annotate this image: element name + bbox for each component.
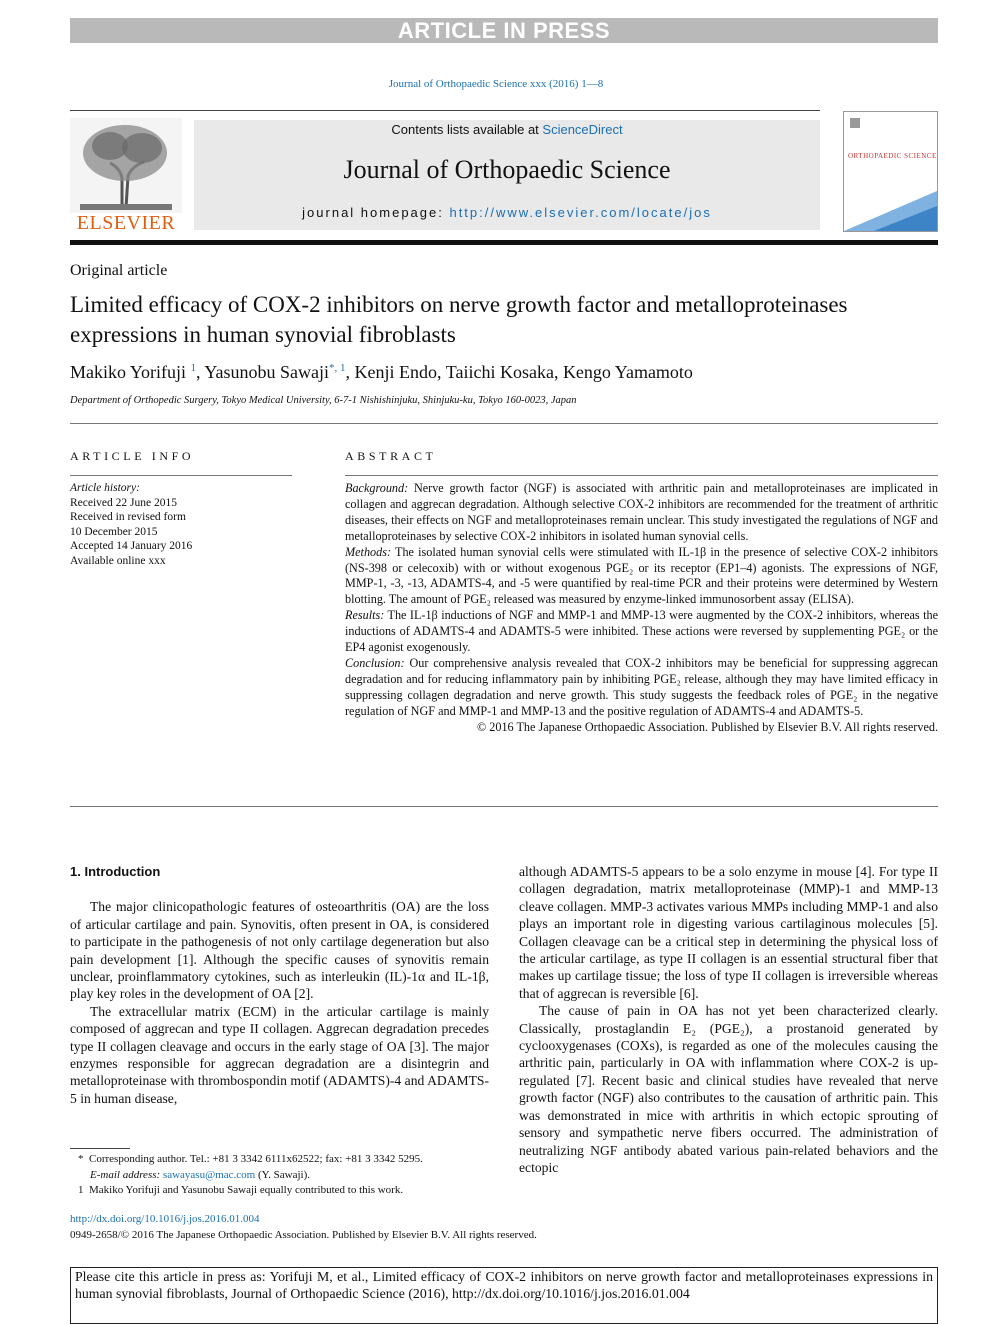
paragraph: The extracellular matrix (ECM) in the articular cartilage is mainly composed of aggrecan and type II collagen. Aggrecan degradation precedes type II collagen cleavage and occurs in the early stage of OA [3]. The major enzymes responsible for aggrecan degradation are a disintegrin and metalloproteinase with thrombospondin motif (ADAMTS)-4 and ADAMTS-5 in human disease, — [70, 1003, 489, 1106]
author-list: Makiko Yorifuji $^1$, Yasunobu Sawaji$^{*, 1}$, Kenji Endo, Taiichi Kosaka, Kengo Yamamoto — [70, 362, 693, 382]
footnote-rule — [70, 1148, 130, 1149]
author-name[interactable]: Makiko Yorifuji — [70, 362, 187, 382]
abstract-background — [345, 481, 938, 545]
history-item: Received in revised form — [70, 511, 186, 523]
author-name[interactable]: Yasunobu Sawaji — [204, 362, 330, 382]
cover-logo-icon — [850, 118, 860, 128]
history-item: Available online xxx — [70, 554, 166, 567]
label: Background: — [345, 481, 409, 495]
section-heading: 1. Introduction — [70, 864, 161, 879]
footnote-text: Makiko Yorifuji and Yasunobu Sawaji equally contributed to this work. — [89, 1184, 404, 1196]
abstract-rule — [345, 475, 938, 476]
abstract-results — [345, 608, 938, 656]
homepage-link[interactable]: http://www.elsevier.com/locate/jos — [449, 205, 712, 220]
article-in-press-banner: ARTICLE IN PRESS — [70, 18, 938, 43]
footnote-mark: 1 — [78, 1184, 84, 1196]
cover-journal-name: ORTHOPAEDIC SCIENCE — [848, 152, 937, 160]
cover-wave-graphic — [844, 171, 937, 231]
author-name[interactable]: Kengo Yamamoto — [562, 362, 693, 382]
issn-line: 0949-2658/© 2016 The Japanese Orthopaedic Association. Published by Elsevier B.V. All rights reserved. — [70, 1228, 537, 1241]
footnote-equal-contribution — [70, 1183, 490, 1199]
email-label: E-mail address: — [90, 1168, 161, 1181]
label: Results: — [345, 608, 385, 623]
abstract-body — [345, 481, 938, 736]
article-title: Limited efficacy of COX-2 inhibitors on nerve growth factor and metalloproteinases expressions in human synovial fibroblasts — [70, 292, 848, 347]
body-column-right — [519, 863, 938, 1176]
text: Nerve growth factor (NGF) is associated with arthritic pain and metalloproteinases are implicated in collagen and aggrecan degradation. Although selective COX-2 inhibitors are recommended for the treatment of arthritic diseases, their effects on NGF and metalloproteinases remain unclear. This study investigated the regulations of NGF and metalloproteinases by selective COX-2 inhibitors in isolated human synovial cells. — [345, 481, 939, 543]
header-thick-rule — [70, 240, 938, 245]
contents-line — [194, 122, 820, 137]
abstract-bottom-rule — [70, 806, 938, 807]
history-item: Received 22 June 2015 — [70, 496, 177, 509]
text: The IL-1β inductions of NGF and MMP-1 and MMP-13 were augmented by the COX-2 inhibitors, whereas the inductions of ADAMTS-4 and ADAMTS-5 were inhibited. These actions were reversed by supplementing PGE₂ or the EP4 agonist exogenously. — [345, 608, 938, 655]
footnote-corresponding — [70, 1152, 490, 1168]
header-top-rule — [70, 110, 820, 111]
journal-homepage — [194, 205, 820, 220]
author-name[interactable]: Taiichi Kosaka — [445, 362, 554, 382]
footnotes — [70, 1152, 490, 1199]
article-info-heading: ARTICLE INFO — [70, 449, 195, 463]
contents-prefix: Contents lists available at — [391, 122, 543, 137]
sciencedirect-link[interactable]: ScienceDirect — [542, 122, 623, 137]
paragraph: although ADAMTS-5 appears to be a solo enzyme in mouse [4]. For type II collagen degradation, matrix metalloproteinase (MMP)-1 and MMP-13 cleave collagen. MMP-3 activates various MMPs including MMP-1 and also plays an important role in digesting various cartilaginous molecules [5]. Collagen cleavage can be a critical step in determining the physical loss of the articular cartilage, as type II collagen is an essential structural fiber that makes up cartilage tissue; the loss of type II collagen is irreversible whereas that of aggrecan is reversible [6]. — [519, 864, 938, 1001]
label: Conclusion: — [345, 655, 405, 670]
journal-cover-thumbnail — [843, 111, 938, 232]
author-name[interactable]: Kenji Endo — [354, 362, 438, 382]
citation-box: Please cite this article in press as: Yorifuji M, et al., Limited efficacy of COX-2 inhibitors on nerve growth factor and metalloproteinases expressions in human synovial fibroblasts, Journal of Orthopaedic Science (2016), http://dx.doi.org/10.1016/j.jos.2016.01.004 — [70, 1267, 938, 1324]
history-label: Article history: — [70, 482, 140, 494]
text: Our comprehensive analysis revealed that COX-2 inhibitors may be beneficial for suppressing aggrecan degradation and for reducing inflammatory pain by inhibiting PGE₂ release, although they may have limited efficacy in suppressing collagen degradation and nerve growth. This study suggests the feedback roles of PGE₂ in the negative regulation of NGF and MMP-1 and MMP-13 and the positive regulation of ADAMTS-4 and ADAMTS-5. — [345, 655, 939, 718]
doi-block — [70, 1212, 537, 1243]
text: The isolated human synovial cells were stimulated with IL-1β in the presence of selective COX-2 inhibitors (NS-398 or celecoxib) with or without exogenous PGE₂ or its receptor (EP1–4) agonists. The expressions of NGF, MMP-1, -3, -13, ADAMTS-4, and -5 were quantified by real-time PCR and their proteins were determined by Western blotting. The amount of PGE₂ released was measured by enzyme-linked immunosorbent assay (ELISA). — [345, 544, 938, 607]
article-type: Original article — [70, 262, 168, 279]
journal-header — [194, 120, 820, 230]
paragraph: The cause of pain in OA has not yet been characterized clearly. Classically, prostaglandin E₂ (PGE₂), a prostanoid generated by cyclooxygenases (COXs), is regarded as one of the molecules causing the arthritic pain, particularly in OA with inflammation where COX-2 is up-regulated [7]. Recent basic and clinical studies have revealed that nerve growth factor (NGF) also contributes to the causation of arthritic pain. This was demonstrated in mice with arthritis in which ectopic sprouting of sensory and sympathetic nerve fibers occurred. The administration of neutralizing NGF antibody abated various pain-related behaviors and the ectopic — [519, 1003, 938, 1175]
doi-link[interactable]: http://dx.doi.org/10.1016/j.jos.2016.01.004 — [70, 1213, 260, 1225]
footnote-mark: * — [78, 1153, 84, 1165]
body-column-left — [70, 863, 489, 1107]
journal-citation-link[interactable]: Journal of Orthopaedic Science xxx (2016) 1—8 — [388, 78, 604, 90]
label: Methods: — [345, 544, 392, 559]
article-info-rule — [70, 475, 292, 476]
abstract-conclusion — [345, 656, 938, 720]
abstract-methods — [345, 545, 938, 609]
paragraph: The major clinicopathologic features of osteoarthritis (OA) are the loss of articular cartilage and pain. Synovitis, often present in OA, is considered to participate in the pathogenesis of not only cartilage degeneration but also pain development [1]. Although the specific causes of synovitis remain unclear, proinflammatory cytokines, such as interleukin (IL)-1α and IL-1β, play key roles in the development of OA [2]. — [70, 899, 489, 1002]
journal-title: Journal of Orthopaedic Science — [343, 155, 671, 184]
author-mark[interactable]: *, 1 — [329, 362, 346, 374]
publisher-wordmark: ELSEVIER — [76, 212, 176, 234]
affiliation: Department of Orthopedic Surgery, Tokyo Medical University, 6-7-1 Nishishinjuku, Shinjuku-ku, Tokyo 160-0023, Japan — [70, 395, 577, 406]
footnote-email — [70, 1168, 490, 1184]
history-item: 10 December 2015 — [70, 525, 158, 538]
history-item: Accepted 14 January 2016 — [70, 540, 193, 552]
email-suffix: (Y. Sawaji). — [257, 1168, 311, 1181]
section-rule — [70, 423, 938, 424]
homepage-prefix: journal homepage: — [302, 205, 450, 220]
footnote-text: Corresponding author. Tel.: +81 3 3342 6111x62522; fax: +81 3 3342 5295. — [89, 1153, 423, 1165]
email-link[interactable]: sawayasu@mac.com — [162, 1168, 256, 1181]
abstract-heading: ABSTRACT — [345, 449, 437, 463]
author-mark[interactable]: 1 — [190, 362, 197, 374]
abstract-copyright: © 2016 The Japanese Orthopaedic Association. Published by Elsevier B.V. All rights reserved. — [476, 719, 938, 734]
article-history — [70, 481, 292, 568]
elsevier-logo — [70, 118, 182, 236]
